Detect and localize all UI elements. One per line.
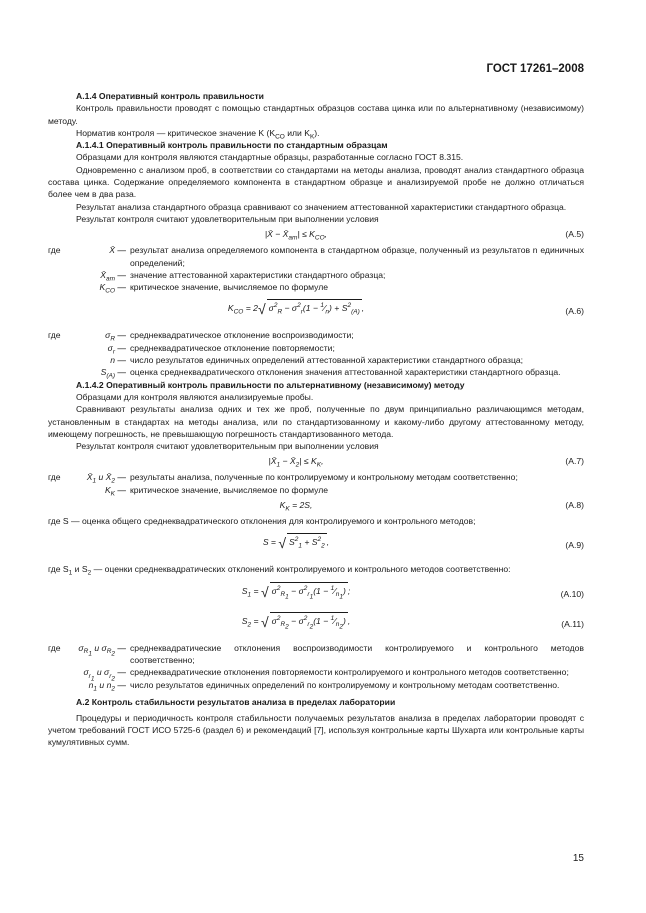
page-number: 15 bbox=[572, 853, 584, 864]
heading-a141: А.1.4.1 Оперативный контроль правильности по стандартным образцам bbox=[76, 140, 388, 151]
equation-body: |X̄ − $X̄_{ат}| \le K_{CO}$, bbox=[264, 229, 328, 242]
definition-term bbox=[48, 354, 126, 366]
definition-term bbox=[48, 244, 126, 269]
definition-text: оценка среднеквадратического отклонения значения аттестованной характеристики стандартного образца. bbox=[130, 367, 561, 378]
where-line: где $S_1$ и $S_2$ — оценки среднеквадратических отклонений контролируемого и контрольного методов соответственно: bbox=[48, 564, 511, 578]
definition-term bbox=[48, 329, 126, 344]
equation-a9 bbox=[48, 533, 584, 557]
where-line: где S — оценка общего среднеквадратического отклонения для контролируемого и контрольного методов; bbox=[48, 516, 476, 527]
definition-text: результаты анализа, полученные по контролируемому и контрольному методам соответственно; bbox=[130, 472, 518, 483]
paragraph: Норматив контроля — критическое значение K ($K_{CO}$ или $K_K$). bbox=[76, 127, 320, 141]
heading-a142: А.1.4.2 Оперативный контроль правильности по альтернативному (независимому) методу bbox=[76, 379, 465, 390]
term-symbol: $S_{(А)}$ — bbox=[100, 367, 126, 381]
equation-a7 bbox=[48, 455, 584, 468]
definition-term bbox=[48, 642, 126, 667]
equation-number: (А.11) bbox=[561, 618, 584, 629]
definition-text: среднеквадратическое отклонение воспроизводимости; bbox=[130, 330, 354, 341]
equation-body: $K_K = 2S$, bbox=[279, 500, 313, 513]
term-symbol: $\sigma_r$ — bbox=[107, 342, 126, 356]
definition-list-2 bbox=[48, 329, 584, 381]
equation-a5 bbox=[48, 228, 584, 241]
document-header: ГОСТ 17261–2008 bbox=[486, 63, 584, 75]
where-label: где bbox=[48, 330, 61, 341]
definition-text: среднеквадратические отклонения воспроизводимости контролируемого и контрольного методов соответственно; bbox=[130, 642, 584, 665]
equation-a6 bbox=[48, 299, 584, 323]
paragraph: Результат анализа стандартного образца сравнивают со значением аттестованной характеристики стандартного образца. bbox=[76, 201, 567, 212]
where-label: где bbox=[48, 245, 61, 256]
term-symbol: $X̄_1$ и $X̄_2$ — bbox=[86, 472, 126, 486]
paragraph: Сравнивают результаты анализа одних и тех же проб, полученные по двум принципиально различающимся методам, установленным в стандартах на методы анализа, или по стандартизованному и какому-либо другому аттестованному методу, имеющему погрешность, не превышающую погрешность стандартизованного метода. bbox=[48, 404, 584, 439]
paragraph: Одновременно с анализом проб, в соответствии со стандартами на методы анализа, проводят анализ стандартного образца состава цинка. Содержание определяемого компонента в стандартном образце и анализируемой пробе не должно отличаться более чем в два раза. bbox=[48, 164, 584, 200]
equation-body: $S_2$ = √ $\sigma^2_{R_2} - \sigma^2_{r_2}(1$ − $^1⁄_{n_2}$) , bbox=[241, 613, 351, 631]
definition-term bbox=[48, 471, 126, 486]
term-symbol: $X̄_{ат}$ — bbox=[100, 269, 126, 283]
equation-a11 bbox=[48, 612, 584, 636]
definition-term bbox=[48, 484, 126, 496]
definition-list-3 bbox=[48, 471, 584, 496]
definition-text: результат анализа определяемого компонента в стандартном образце, полученный из результатов n единичных определений; bbox=[130, 245, 584, 268]
where-label: где bbox=[48, 642, 61, 653]
definition-term bbox=[48, 342, 126, 354]
equation-body: $|X̄_1$ − $X̄_2| \le K_K$, bbox=[268, 456, 324, 470]
paragraph: Контроль правильности проводят с помощью стандартных образцов состава цинка или по альтернативному (независимому) методу. bbox=[48, 103, 584, 126]
definition-text: критическое значение, вычисляемое по формуле bbox=[130, 484, 329, 495]
term-symbol: n — bbox=[110, 355, 126, 366]
equation-number: (А.5) bbox=[565, 229, 584, 240]
document-body bbox=[48, 90, 584, 749]
paragraph: Образцами для контроля являются стандартные образцы, разработанные согласно ГОСТ 8.315. bbox=[76, 152, 464, 163]
term-symbol: $n_1$ и $n_2$ — bbox=[88, 680, 126, 693]
definition-term bbox=[48, 366, 126, 381]
definition-text: число результатов единичных определений по контролируемому и контрольному методам соответственно. bbox=[130, 680, 560, 691]
definition-term bbox=[48, 269, 126, 281]
definition-text: число результатов единичных определений аттестованной характеристики стандартного образца; bbox=[130, 355, 524, 366]
term-symbol: $K_{CO}$ — bbox=[99, 282, 126, 295]
equation-number: (А.7) bbox=[565, 456, 584, 467]
term-symbol: $\sigma_R$ — bbox=[105, 330, 126, 344]
term-symbol: $\sigma_{R_1}$ и $\sigma_{R_2}$ — bbox=[78, 642, 126, 658]
paragraph: Результат контроля считают удовлетворительным при выполнении условия bbox=[76, 213, 379, 224]
heading-a14: А.1.4 Оперативный контроль правильности bbox=[76, 91, 264, 101]
equation-body: $K_{CO} = 2√$ $\sigma^2_R - \sigma^2_r(1$ − $^1⁄_n) + S^2_{(А)}$ , bbox=[227, 301, 365, 318]
definition-text: критическое значение, вычисляемое по формуле bbox=[130, 282, 329, 293]
equation-a10 bbox=[48, 582, 584, 606]
paragraph: Образцами для контроля являются анализируемые пробы. bbox=[76, 391, 314, 402]
definition-text: среднеквадратическое отклонение повторяемости; bbox=[130, 342, 335, 353]
equation-body: S = √ $S^2_1 + S^2_2$ , bbox=[262, 535, 330, 552]
definition-term bbox=[48, 281, 126, 293]
definition-list-6 bbox=[48, 642, 584, 692]
equation-number: (А.9) bbox=[565, 540, 584, 551]
equation-body: $S_1$ = √ $\sigma^2_{R_1} - \sigma^2_{r_1}(1$ − $^1⁄_{n_1}$) ; bbox=[241, 583, 351, 601]
definition-term bbox=[48, 666, 126, 683]
definition-text: среднеквадратические отклонения повторяемости контролируемого и контрольного методов соответственно; bbox=[130, 667, 569, 678]
paragraph: Процедуры и периодичность контроля стабильности получаемых результатов анализа в пределах лаборатории проводят с учетом требований ГОСТ ИСО 5725-6 (раздел 6) и рекомендаций [7], используя контрольные карты Шухарта или контрольные карты кумулятивных сумм. bbox=[48, 712, 584, 748]
definition-text: значение аттестованной характеристики стандартного образца; bbox=[130, 269, 386, 280]
definition-term bbox=[48, 679, 126, 691]
paragraph: Результат контроля считают удовлетворительным при выполнении условия bbox=[76, 441, 379, 452]
term-symbol: X̄ — bbox=[109, 245, 126, 256]
equation-a8 bbox=[48, 499, 584, 512]
term-symbol: $\sigma_{r_1}$ и $\sigma_{r_2}$ — bbox=[83, 667, 126, 683]
equation-number: (А.6) bbox=[565, 306, 584, 317]
where-label: где bbox=[48, 472, 61, 483]
equation-number: (А.10) bbox=[560, 588, 584, 599]
term-symbol: $K_K$ — bbox=[104, 484, 126, 498]
equation-number: (А.8) bbox=[565, 500, 584, 511]
heading-a2: А.2 Контроль стабильности результатов анализа в пределах лаборатории bbox=[76, 696, 396, 707]
definition-list-1 bbox=[48, 244, 584, 293]
